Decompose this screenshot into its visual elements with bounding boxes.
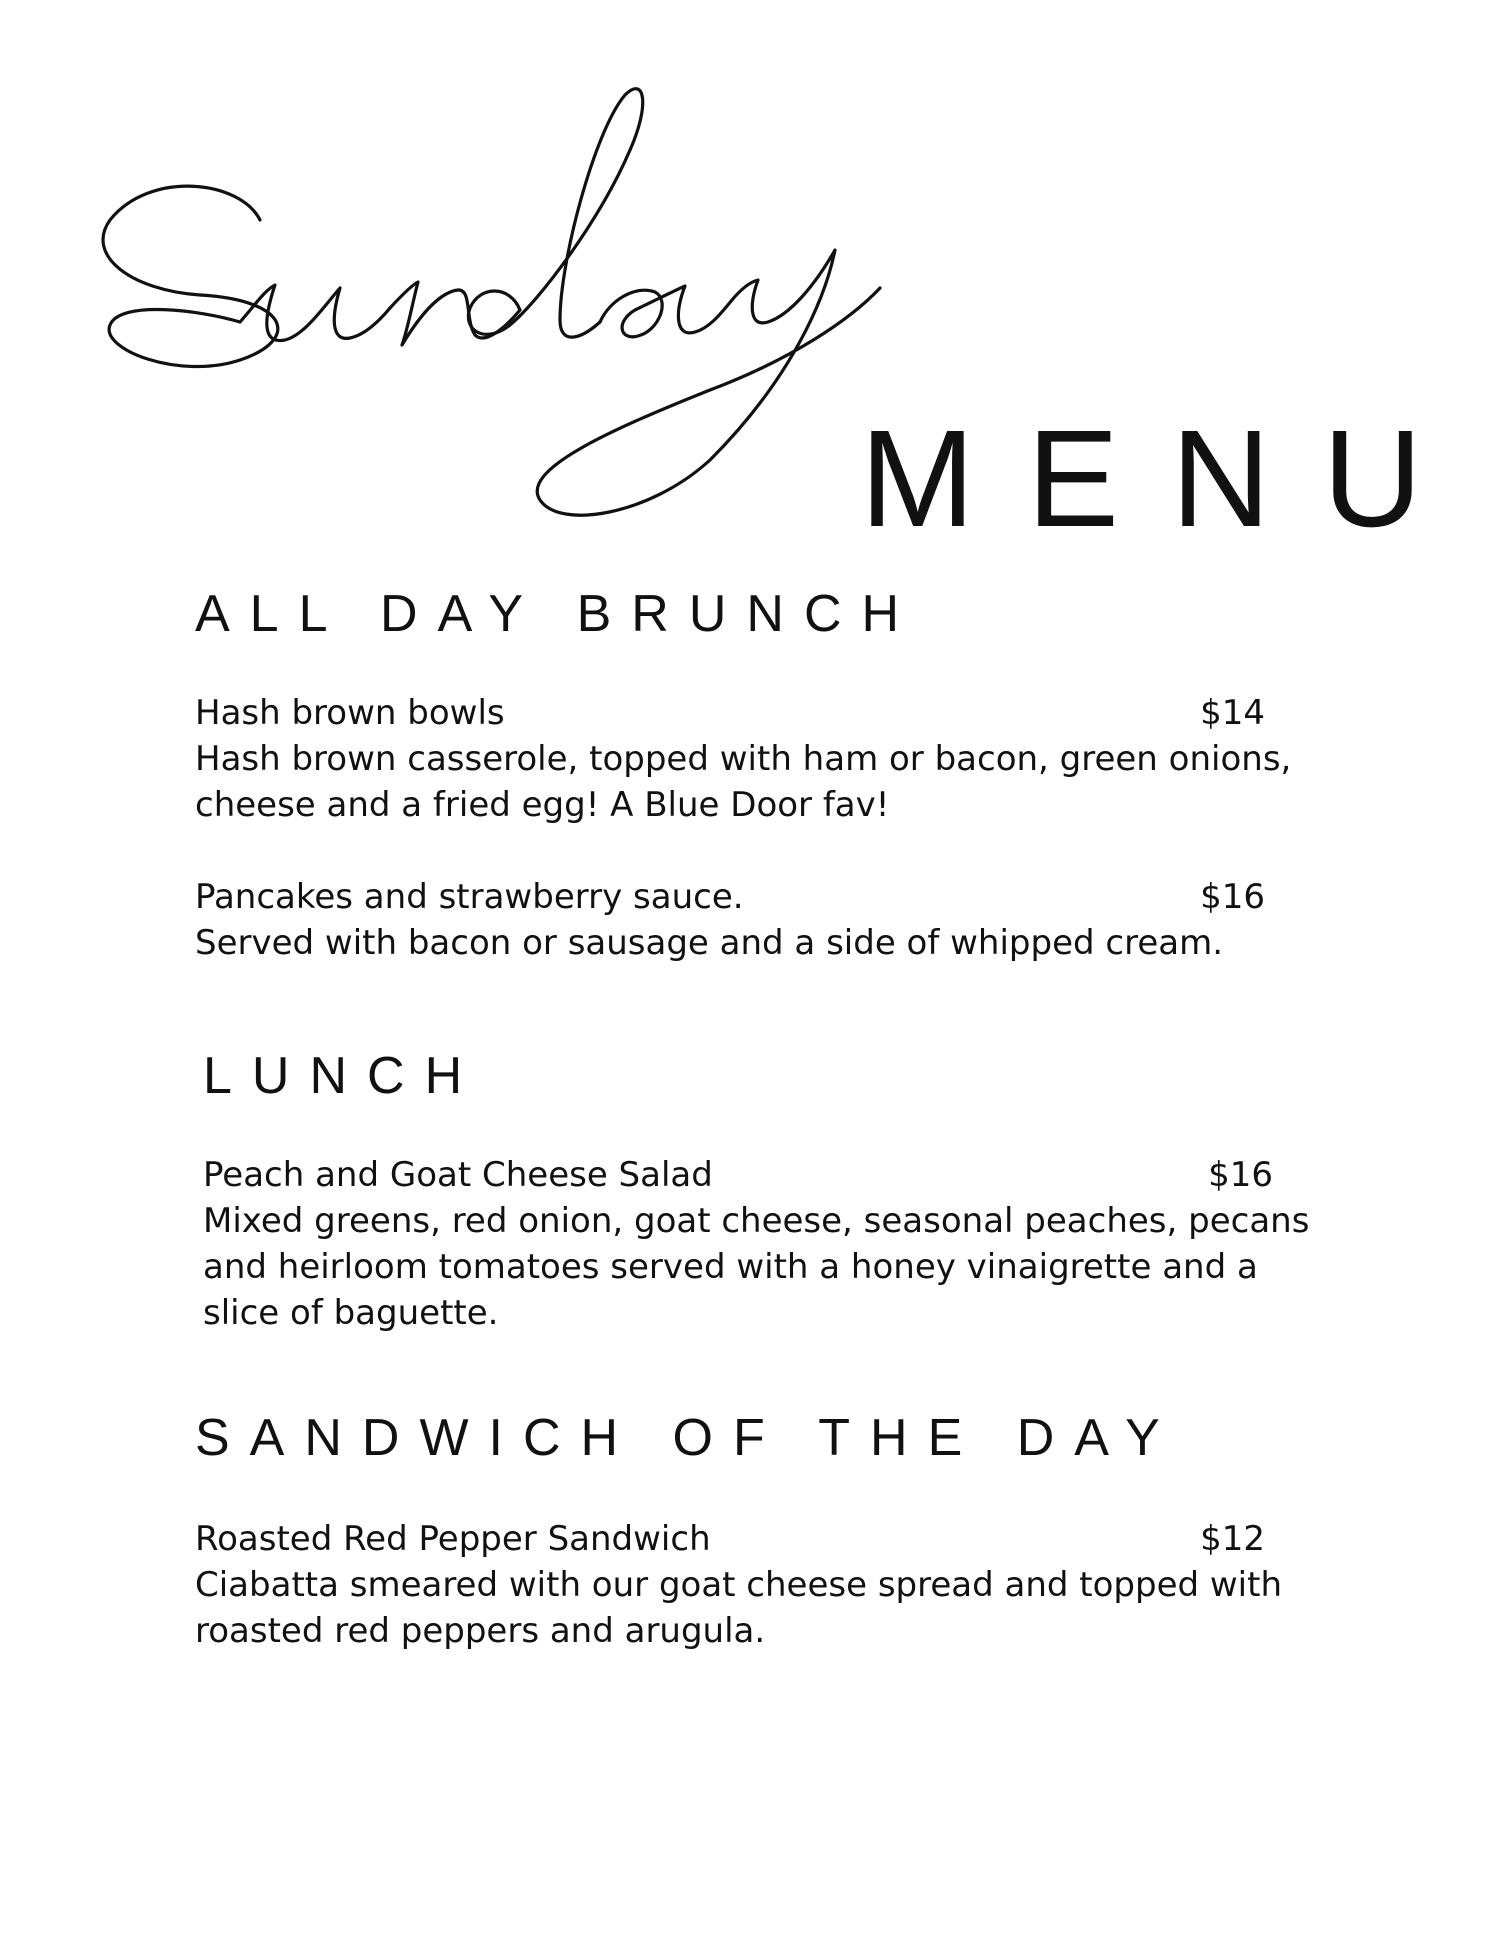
- item-description: Hash brown casserole, topped with ham or bacon, green onions, cheese and a fried egg! A Blue Door fav!: [195, 739, 1292, 825]
- menu-item: [195, 874, 1305, 966]
- menu-item: [195, 690, 1305, 828]
- section-heading: SANDWICH OF THE DAY: [195, 1409, 1180, 1467]
- item-name: Roasted Red Pepper Sandwich: [195, 1519, 711, 1559]
- menu-item: [195, 1516, 1305, 1654]
- item-name: Pancakes and strawberry sauce.: [195, 877, 744, 917]
- item-description: Mixed greens, red onion, goat cheese, seasonal peaches, pecans and heirloom tomatoes served with a honey vinaigrette and a slice of baguette.: [203, 1201, 1310, 1333]
- section-all-day-brunch: [195, 585, 1345, 966]
- item-name: Peach and Goat Cheese Salad: [203, 1155, 713, 1195]
- section-sandwich-of-the-day: [195, 1409, 1345, 1654]
- section-heading: LUNCH: [203, 1047, 483, 1105]
- item-price: $12: [1200, 1519, 1265, 1559]
- item-description: Ciabatta smeared with our goat cheese spread and topped with roasted red peppers and arugula.: [195, 1565, 1283, 1651]
- section-lunch: [203, 1047, 1353, 1336]
- item-price: $16: [1200, 877, 1265, 917]
- section-heading: ALL DAY BRUNCH: [195, 585, 920, 643]
- item-price: $14: [1200, 693, 1265, 733]
- menu-item: [203, 1152, 1313, 1336]
- item-description: Served with bacon or sausage and a side of whipped cream.: [195, 923, 1224, 963]
- menu-heading: MENU: [860, 402, 1475, 556]
- script-title-sunday: [90, 60, 990, 530]
- item-name: Hash brown bowls: [195, 693, 505, 733]
- item-price: $16: [1208, 1155, 1273, 1195]
